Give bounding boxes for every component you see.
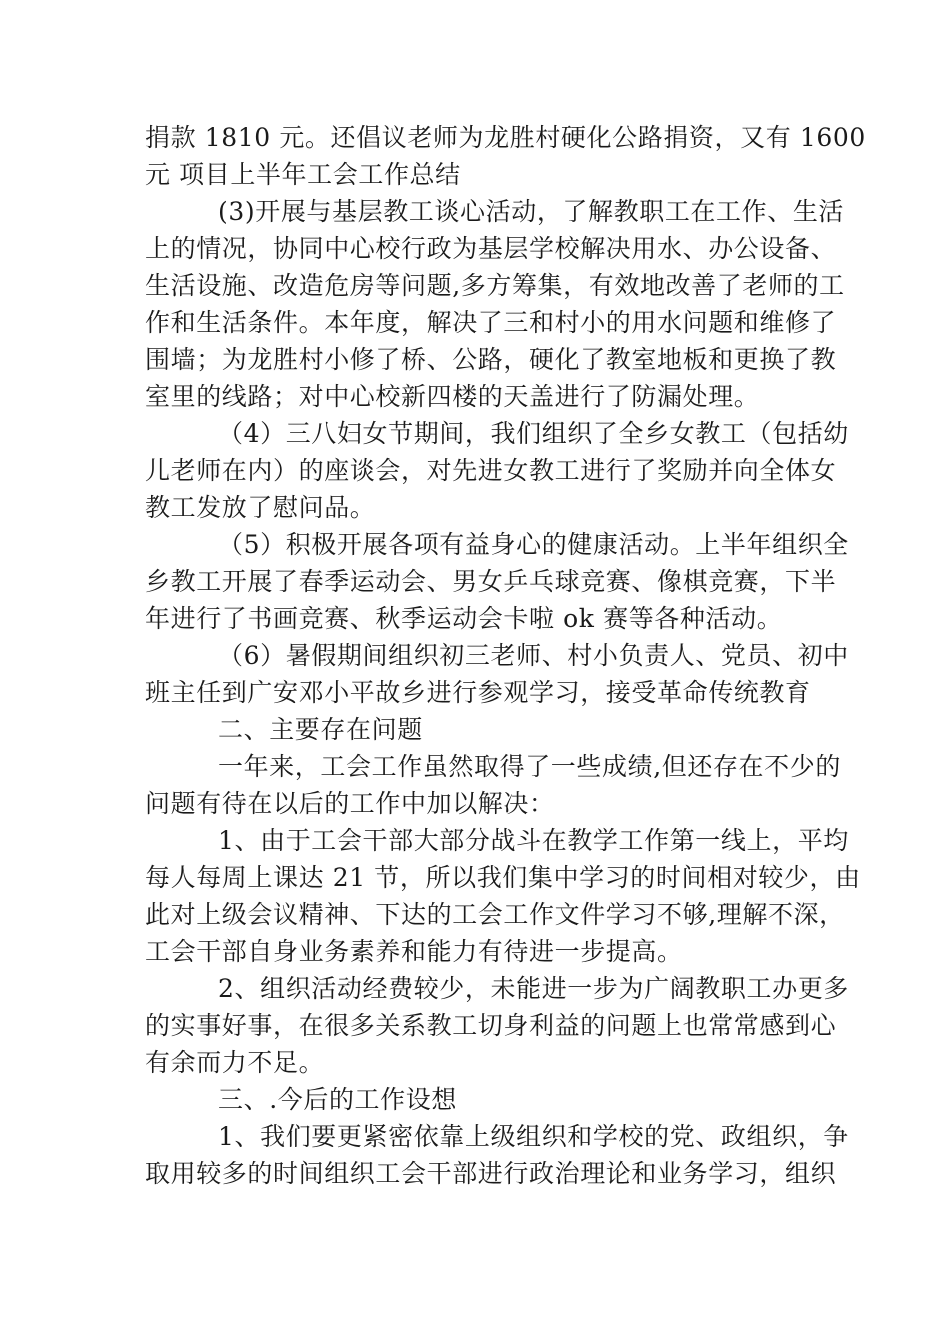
text-line: 问题有待在以后的工作中加以解决： (145, 789, 555, 818)
text-line: 儿老师在内）的座谈会，对先进女教工进行了奖励并向全体女 (145, 456, 837, 485)
text-line: 上的情况，协同中心校行政为基层学校解决用水、办公设备、 (145, 234, 837, 263)
text-line: 教工发放了慰问品。 (145, 493, 376, 522)
paragraph-4-start: （4）三八妇女节期间，我们组织了全乡女教工（包括幼 (218, 419, 849, 448)
text-line: 乡教工开展了春季运动会、男女乒乓球竞赛、像棋竞赛，下半 (145, 567, 837, 596)
text-line: 有余而力不足。 (145, 1048, 325, 1077)
text-line: 每人每周上课达 21 节，所以我们集中学习的时间相对较少，由 (145, 863, 861, 892)
paragraph-start: 1、我们要更紧密依靠上级组织和学校的党、政组织，争 (218, 1122, 849, 1151)
text-line: 的实事好事，在很多关系教工切身利益的问题上也常常感到心 (145, 1011, 837, 1040)
text-line: 生活设施、改造危房等问题,多方筹集，有效地改善了老师的工 (145, 271, 845, 300)
text-line: 年进行了书画竞赛、秋季运动会卡啦 ok 赛等各种活动。 (145, 604, 783, 633)
section-heading-problems: 二、主要存在问题 (218, 715, 423, 744)
paragraph-start: 一年来，工会工作虽然取得了一些成绩,但还存在不少的 (218, 752, 841, 781)
paragraph-3-start: (3)开展与基层教工谈心活动，了解教职工在工作、生活 (218, 197, 845, 226)
text-line: 取用较多的时间组织工会干部进行政治理论和业务学习，组织 (145, 1159, 837, 1188)
section-heading-future-plans: 三、.今后的工作设想 (218, 1085, 457, 1114)
paragraph-5-start: （5）积极开展各项有益身心的健康活动。上半年组织全 (218, 530, 849, 559)
text-line: 室里的线路；对中心校新四楼的天盖进行了防漏处理。 (145, 382, 760, 411)
text-line: 工会干部自身业务素养和能力有待进一步提高。 (145, 937, 683, 966)
text-line: 班主任到广安邓小平故乡进行参观学习，接受革命传统教育 (145, 678, 811, 707)
text-line: 捐款 1810 元。还倡议老师为龙胜村硬化公路捐资，又有 1600 (145, 123, 866, 152)
text-line: 作和生活条件。本年度，解决了三和村小的用水问题和维修了 (145, 308, 837, 337)
paragraph-6-start: （6）暑假期间组织初三老师、村小负责人、党员、初中 (218, 641, 849, 670)
text-line: 此对上级会议精神、下达的工会工作文件学习不够,理解不深， (145, 900, 845, 929)
paragraph-start: 1、由于工会干部大部分战斗在教学工作第一线上，平均 (218, 826, 849, 855)
text-line: 元 项目上半年工会工作总结 (145, 160, 461, 189)
text-line: 围墙；为龙胜村小修了桥、公路，硬化了教室地板和更换了教 (145, 345, 837, 374)
paragraph-start: 2、组织活动经费较少，未能进一步为广阔教职工办更多 (218, 974, 849, 1003)
